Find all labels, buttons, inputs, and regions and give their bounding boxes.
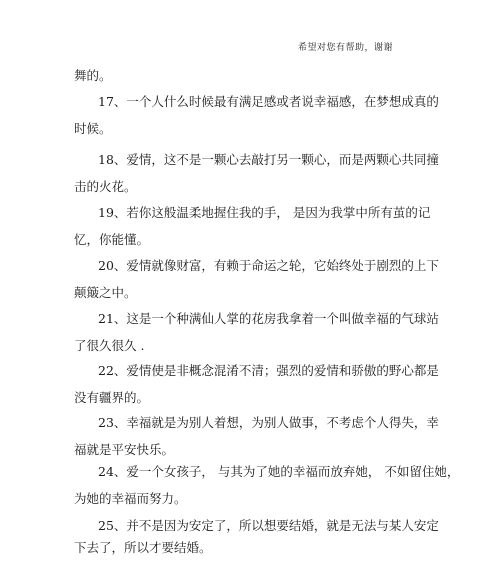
paragraph-line: 颠簸之中。 <box>74 285 137 300</box>
paragraph-18 <box>74 152 439 195</box>
paragraph-17 <box>74 94 439 137</box>
paragraph-line: 21、这是一个种满仙人掌的花房我拿着一个叫做幸福的气球站 <box>98 311 439 326</box>
paragraph-line: 忆，你能懂。 <box>74 232 150 247</box>
paragraph-line: 22、爱情使是非概念混淆不清；强烈的爱情和骄傲的野心都是 <box>98 363 439 378</box>
paragraph-20 <box>74 258 439 301</box>
paragraph-25 <box>74 518 439 556</box>
continuation-text: 舞的。 <box>74 68 112 83</box>
paragraph-line: 时候。 <box>74 121 112 136</box>
page-header-note: 希望对您有帮助，谢谢 <box>298 43 394 53</box>
paragraph-line: 25、并不是因为安定了，所以想要结婚，就是无法与某人安定 <box>98 518 439 533</box>
paragraph-line: 击的火花。 <box>74 179 137 194</box>
paragraph-line: 24、爱一个女孩子， 与其为了她的幸福而放弃她， 不如留住她， <box>98 464 460 479</box>
paragraph-22 <box>74 363 439 406</box>
paragraph-line: 18、爱情，这不是一颗心去敲打另一颗心，而是两颗心共同撞 <box>98 152 439 167</box>
paragraph-line: 没有疆界的。 <box>74 390 150 405</box>
paragraph-line: 下去了，所以才要结婚。 <box>74 540 212 555</box>
paragraph-line: 为她的幸福而努力。 <box>74 491 187 506</box>
paragraph-line: 了很久很久 . <box>74 338 145 353</box>
paragraph-19 <box>74 205 434 248</box>
paragraph-line: 23、幸福就是为别人着想，为别人做事，不考虑个人得失，幸 <box>98 415 439 430</box>
paragraph-line: 17、一个人什么时候最有满足感或者说幸福感，在梦想成真的 <box>98 94 439 109</box>
paragraph-23 <box>74 415 439 458</box>
paragraph-24 <box>74 464 460 507</box>
paragraph-line: 福就是平安快乐。 <box>74 442 175 457</box>
paragraph-line: 19、若你这般温柔地握住我的手， 是因为我掌中所有茧的记 <box>98 205 431 220</box>
paragraph-21 <box>74 311 439 354</box>
paragraph-line: 20、爱情就像财富，有赖于命运之轮，它始终处于剧烈的上下 <box>98 258 439 273</box>
